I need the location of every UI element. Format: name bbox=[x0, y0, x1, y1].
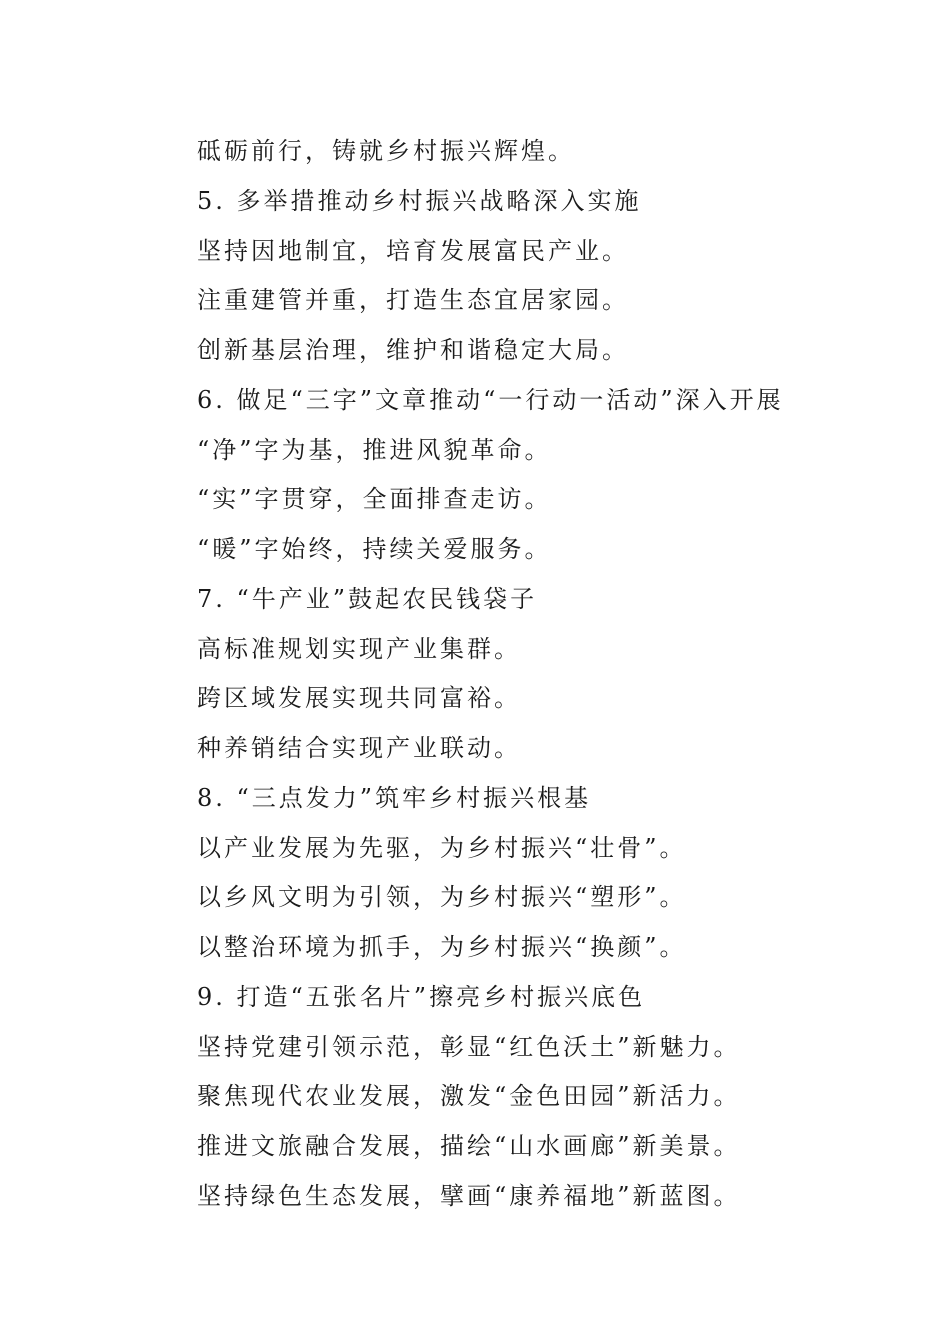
paragraph-line: 砥砺前行，铸就乡村振兴辉煌。 bbox=[197, 137, 575, 165]
paragraph-line: 注重建管并重，打造生态宜居家园。 bbox=[197, 286, 629, 315]
section-heading-6: 6. 做足“三字”文章推动“一行动一活动”深入开展 bbox=[197, 385, 784, 414]
paragraph-line: 坚持党建引领示范，彰显“红色沃土”新魅力。 bbox=[197, 1032, 741, 1061]
paragraph-line: 以产业发展为先驱，为乡村振兴“壮骨”。 bbox=[197, 833, 687, 862]
document-body bbox=[197, 127, 897, 1222]
paragraph-line: 种养销结合实现产业联动。 bbox=[197, 734, 521, 762]
section-heading-5: 5. 多举措推动乡村振兴战略深入实施 bbox=[197, 186, 642, 215]
paragraph-line: “实”字贯穿，全面排查走访。 bbox=[197, 485, 552, 514]
paragraph-line: “净”字为基，推进风貌革命。 bbox=[197, 435, 552, 464]
paragraph-line: 跨区域发展实现共同富裕。 bbox=[197, 684, 521, 713]
paragraph-line: “暖”字始终，持续关爱服务。 bbox=[197, 535, 552, 563]
section-heading-9: 9. 打造“五张名片”擦亮乡村振兴底色 bbox=[197, 982, 646, 1011]
paragraph-line: 坚持绿色生态发展，擘画“康养福地”新蓝图。 bbox=[197, 1181, 741, 1210]
paragraph-line: 高标准规划实现产业集群。 bbox=[197, 634, 521, 663]
section-heading-7: 7. “牛产业”鼓起农民钱袋子 bbox=[197, 584, 538, 613]
paragraph-line: 以整治环境为抓手，为乡村振兴“换颜”。 bbox=[197, 933, 687, 961]
paragraph-line: 推进文旅融合发展，描绘“山水画廊”新美景。 bbox=[197, 1132, 741, 1160]
paragraph-line: 以乡风文明为引领，为乡村振兴“塑形”。 bbox=[197, 883, 687, 912]
paragraph-line: 聚焦现代农业发展，激发“金色田园”新活力。 bbox=[197, 1082, 741, 1111]
paragraph-line: 坚持因地制宜，培育发展富民产业。 bbox=[197, 236, 629, 265]
section-heading-8: 8. “三点发力”筑牢乡村振兴根基 bbox=[197, 783, 592, 812]
paragraph-line: 创新基层治理，维护和谐稳定大局。 bbox=[197, 336, 629, 364]
